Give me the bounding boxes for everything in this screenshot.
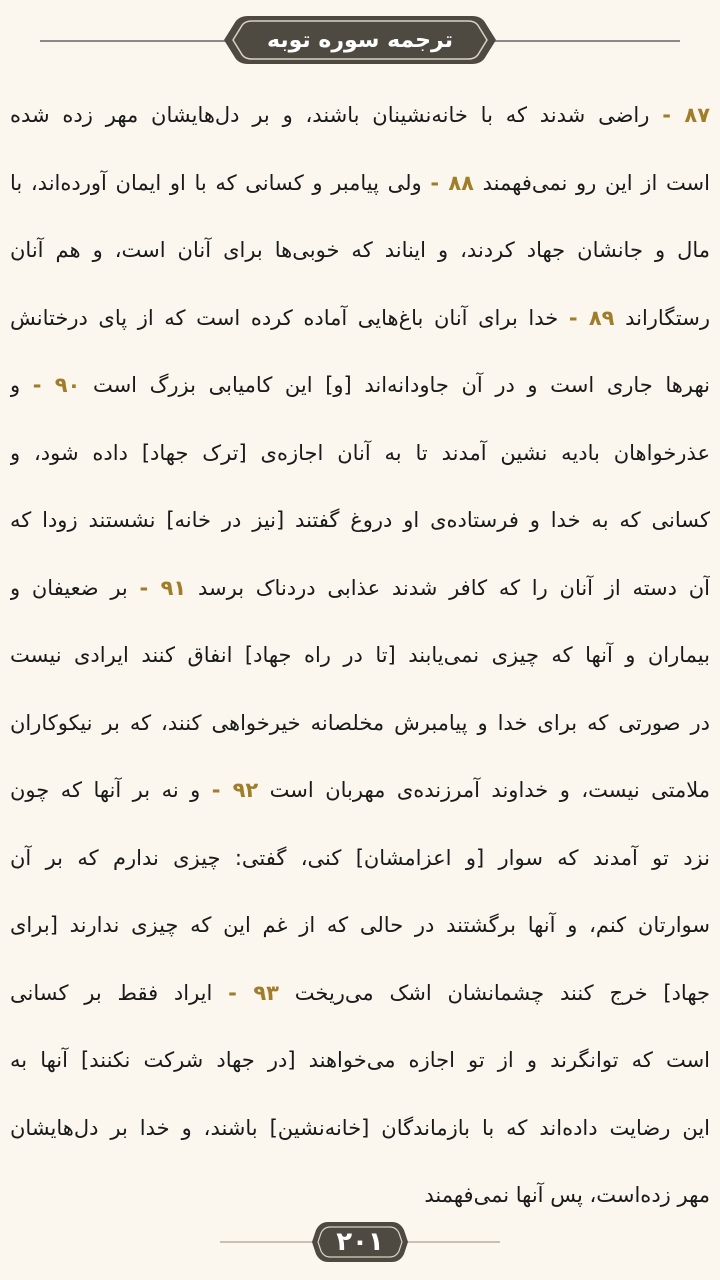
line-text: آن دسته از آنان را که کافر شدند عذابی دردناک برسد bbox=[186, 575, 710, 600]
line-text: ولی پیامبر و کسانی که با او ایمان آورده‌اند، با bbox=[10, 170, 431, 195]
verse-number: ۸۸ - bbox=[430, 170, 474, 195]
page-title: ترجمه سوره توبه bbox=[267, 27, 453, 53]
verse-number: ۸۹ - bbox=[568, 305, 615, 330]
line-text: و bbox=[10, 373, 33, 397]
line-text: خدا برای آنان باغ‌هایی آماده کرده است که از پای درختانش bbox=[10, 305, 569, 330]
line-text: این رضایت داده‌اند که با بازماندگان [خانه‌نشین] باشند، و خدا بر دل‌هایشان bbox=[10, 1115, 710, 1140]
text-line bbox=[10, 150, 710, 218]
text-line bbox=[10, 825, 710, 893]
line-text: است از این رو نمی‌فهمند bbox=[474, 170, 710, 195]
text-line bbox=[10, 892, 710, 960]
title-badge bbox=[220, 10, 500, 70]
text-line bbox=[10, 555, 710, 623]
line-text: رستگاراند bbox=[614, 305, 710, 330]
text-line bbox=[10, 1095, 710, 1163]
line-text: سوارتان کنم، و آنها برگشتند در حالی که از غم این که چیزی ندارند [برای bbox=[10, 913, 710, 937]
page-number-badge bbox=[310, 1218, 410, 1266]
text-line bbox=[10, 420, 710, 488]
line-text: جهاد] خرج کنند چشمانشان اشک می‌ریخت bbox=[278, 980, 710, 1005]
text-line bbox=[10, 1027, 710, 1095]
text-line bbox=[10, 960, 710, 1028]
line-text: بر ضعیفان و bbox=[10, 575, 140, 600]
text-line bbox=[10, 352, 710, 420]
text-line bbox=[10, 285, 710, 353]
line-text: راضی شدند که با خانه‌نشینان باشند، و بر دل‌هایشان مهر زده شده bbox=[10, 103, 663, 127]
text-line bbox=[10, 217, 710, 285]
line-text: عذرخواهان بادیه نشین آمدند تا به آنان اجازه‌ی [ترک جهاد] داده شود، و bbox=[10, 440, 710, 465]
text-line bbox=[10, 690, 710, 758]
line-text: در صورتی که برای خدا و پیامبرش مخلصانه خیرخواهی کنند، که بر نیکوکاران bbox=[10, 710, 710, 735]
line-text: و نه بر آنها که چون bbox=[10, 778, 212, 802]
line-text: نهرها جاری است و در آن جاودانه‌اند [و] این کامیابی بزرگ است bbox=[80, 373, 710, 397]
line-text: است که توانگرند و از تو اجازه می‌خواهند [در جهاد شرکت نکنند] آنها به bbox=[10, 1048, 710, 1072]
line-text: کسانی که به خدا و فرستاده‌ی او دروغ گفتند [نیز در خانه] نشستند زود‌ا که bbox=[10, 508, 710, 532]
line-text: مهر زده‌است، پس آنها نمی‌فهمند bbox=[424, 1183, 710, 1207]
verse-number: ۸۷ - bbox=[662, 103, 710, 127]
line-text: بیماران و آنها که چیزی نمی‌یابند [تا در راه جهاد] انفاق کنند ایرادی نیست bbox=[10, 643, 710, 667]
translation-text bbox=[10, 82, 710, 1230]
line-text: مال و جانشان جهاد کردند، و ایناند که خوبی‌ها برای آنان است، و هم آنان bbox=[10, 238, 710, 262]
text-line bbox=[10, 82, 710, 150]
text-line bbox=[10, 757, 710, 825]
text-line bbox=[10, 622, 710, 690]
text-line bbox=[10, 487, 710, 555]
verse-number: ۹۰ - bbox=[32, 373, 81, 397]
page-number: ۲۰۱ bbox=[336, 1227, 384, 1257]
line-text: ایراد فقط بر کسانی bbox=[10, 980, 229, 1005]
verse-number: ۹۳ - bbox=[228, 980, 279, 1005]
line-text: ملامتی نیست، و خداوند آمرزنده‌ی مهربان است bbox=[258, 778, 710, 802]
verse-number: ۹۱ - bbox=[139, 575, 187, 600]
verse-number: ۹۲ - bbox=[211, 778, 259, 802]
line-text: نزد تو آمدند که سوار [و اعزامشان] کنی، گفتی: چیزی ندارم که بر آن bbox=[10, 845, 710, 870]
